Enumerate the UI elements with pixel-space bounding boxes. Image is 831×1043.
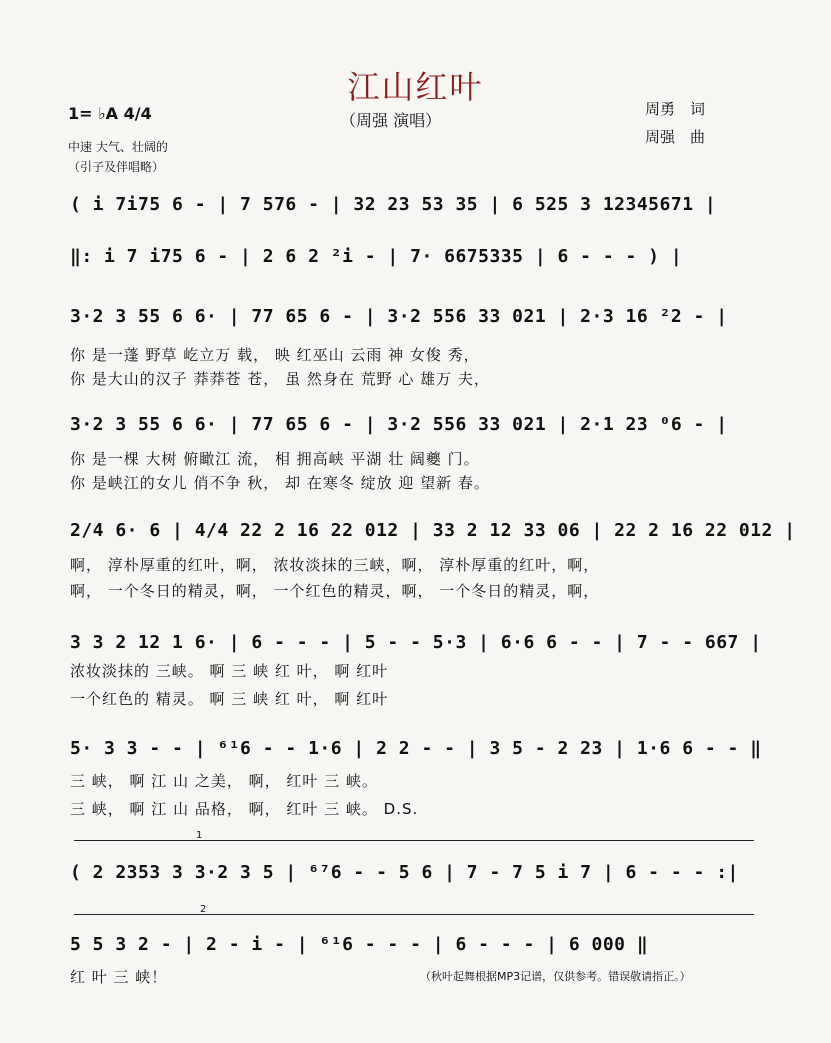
score-line-2: ‖: i 7 i75 6 - | 2 6 2 ²i - | 7· 6675335 | 6 - - - ) | xyxy=(70,246,683,267)
score-line-3: 3·2 3 55 6 6· | 77 65 6 - | 3·2 556 33 021 | 2·3 16 ²2 - | xyxy=(70,306,728,327)
lyric-line-9: 红 叶 三 峡！ xyxy=(70,968,168,986)
score-line-6: 3 3 2 12 1 6· | 6 - - - | 5 - - 5·3 | 6·6 6 - - | 7 - - 667 | xyxy=(70,632,762,653)
key-signature: 1= ♭A 4/4 xyxy=(68,104,152,123)
lyricist-credit: 周勇 词 xyxy=(645,100,706,118)
intro-note: （引子及伴唱略） xyxy=(68,160,165,174)
lyric-line-5a: 啊， 淳朴厚重的红叶，啊， 浓妆淡抹的三峡，啊， 淳朴厚重的红叶，啊， xyxy=(70,556,600,574)
lyric-line-6a: 浓妆淡抹的 三峡。 啊 三 峡 红 叶， 啊 红叶 xyxy=(70,662,389,680)
lyric-line-4b: 你 是峡江的女儿 俏不争 秋， 却 在寒冬 绽放 迎 望新 春。 xyxy=(70,474,490,492)
volta-1-label: 1 xyxy=(196,830,203,841)
lyric-line-7a: 三 峡， 啊 江 山 之美， 啊， 红叶 三 峡。 xyxy=(70,772,378,790)
volta-2-label: 2 xyxy=(200,904,207,915)
footnote: （秋叶起舞根据MP3记谱，仅供参考。错误敬请指正。） xyxy=(420,970,691,983)
score-line-1: ( i 7i75 6 - | 7 576 - | 32 23 53 35 | 6 525 3 12345671 | xyxy=(70,194,717,215)
score-line-4: 3·2 3 55 6 6· | 77 65 6 - | 3·2 556 33 021 | 2·1 23 ⁰6 - | xyxy=(70,414,728,435)
lyric-line-7b: 三 峡， 啊 江 山 品格， 啊， 红叶 三 峡。 D.S. xyxy=(70,800,419,818)
lyric-line-5b: 啊， 一个冬日的精灵，啊， 一个红色的精灵，啊， 一个冬日的精灵，啊， xyxy=(70,582,600,600)
lyric-line-6b: 一个红色的 精灵。 啊 三 峡 红 叶， 啊 红叶 xyxy=(70,690,389,708)
lyric-line-3b: 你 是大山的汉子 莽莽苍 苍， 虽 然身在 荒野 心 雄万 夫， xyxy=(70,370,490,388)
volta-1-bracket xyxy=(74,840,754,841)
composer-credit: 周强 曲 xyxy=(645,128,706,146)
score-line-8: ( 2 2353 3 3·2 3 5 | ⁶⁷6 - - 5 6 | 7 - 7 5 i 7 | 6 - - - :| xyxy=(70,862,739,883)
song-subtitle: （周强 演唱） xyxy=(340,111,442,130)
score-line-5: 2/4 6· 6 | 4/4 22 2 16 22 012 | 33 2 12 33 06 | 22 2 16 22 012 | xyxy=(70,520,796,541)
lyric-line-4a: 你 是一棵 大树 俯瞰江 流， 相 拥高峡 平湖 壮 阔夔 门。 xyxy=(70,450,480,468)
lyric-line-3a: 你 是一蓬 野草 屹立万 载， 映 红巫山 云雨 神 女俊 秀， xyxy=(70,346,480,364)
song-title: 江山红叶 xyxy=(347,68,484,106)
score-line-9: 5 5 3 2 - | 2 - i - | ⁶¹6 - - - | 6 - - - | 6 000 ‖ xyxy=(70,934,649,955)
tempo-marking: 中速 大气、壮阔的 xyxy=(68,140,168,154)
score-line-7: 5· 3 3 - - | ⁶¹6 - - 1·6 | 2 2 - - | 3 5 - 2 23 | 1·6 6 - - ‖ xyxy=(70,738,762,759)
volta-2-bracket xyxy=(74,914,754,915)
